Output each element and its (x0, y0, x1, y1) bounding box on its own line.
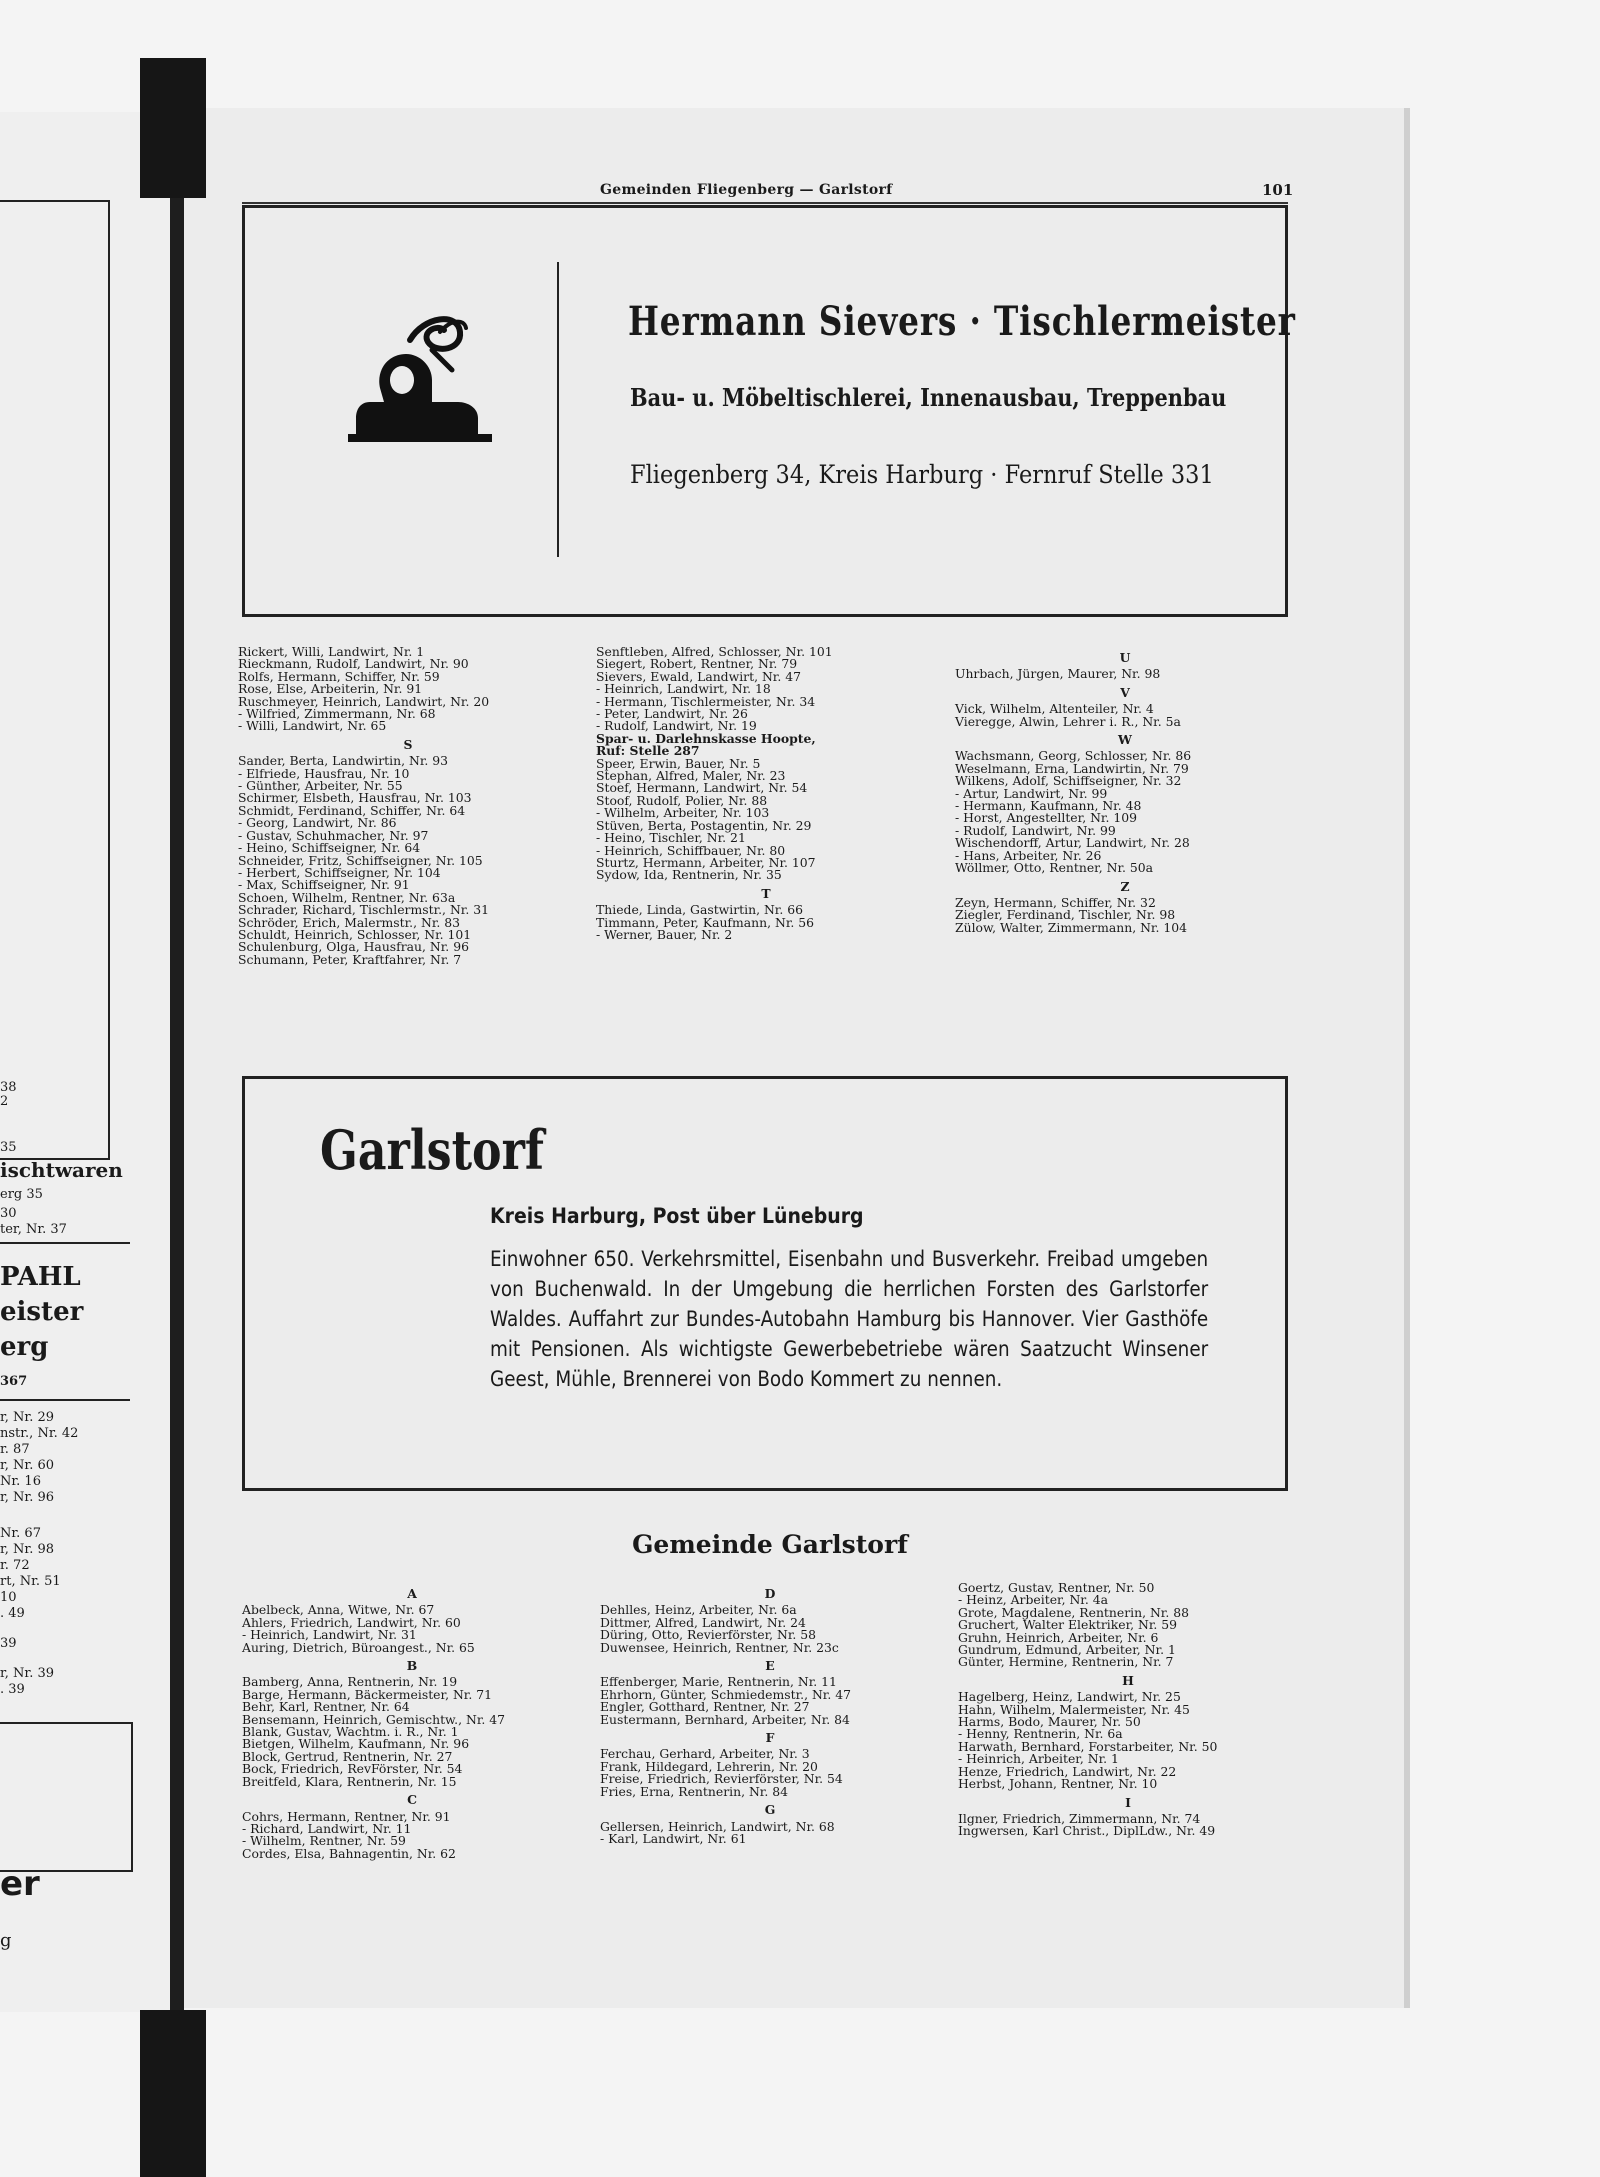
directory-entry: Wilkens, Adolf, Schiffseigner, Nr. 32 (955, 773, 1182, 789)
directory-entry: Auring, Dietrich, Büroangest., Nr. 65 (242, 1639, 475, 1655)
letter-heading: F (765, 1730, 775, 1746)
ad-divider (557, 262, 559, 557)
letter-heading: E (765, 1658, 775, 1674)
directory-column (955, 646, 1295, 934)
directory-entry: - Karl, Landwirt, Nr. 61 (600, 1830, 747, 1846)
fragment-text: erg 35 (0, 1187, 43, 1202)
directory-entry: - Heinrich, Landwirt, Nr. 18 (596, 681, 771, 697)
directory-entry: Rickert, Willi, Landwirt, Nr. 1 (238, 644, 425, 659)
directory-column (238, 646, 578, 966)
directory-entry: - Heinrich, Schiffbauer, Nr. 80 (596, 842, 786, 858)
header-rule (242, 202, 1288, 204)
directory-entry: - Hans, Arbeiter, Nr. 26 (955, 847, 1102, 863)
garlstorf-subtitle: Kreis Harburg, Post über Lüneburg (490, 1204, 864, 1228)
fragment-text: 367 (0, 1374, 28, 1389)
fragment-text: 30 (0, 1206, 17, 1221)
fragment-text: 10 (0, 1590, 17, 1605)
directory-entry: - Wilfried, Zimmermann, Nr. 68 (238, 706, 436, 722)
fragment-text: r. 72 (0, 1558, 30, 1573)
directory-entry: Rose, Else, Arbeiterin, Nr. 91 (238, 681, 423, 697)
letter-heading: T (761, 885, 771, 901)
section-heading (0, 1530, 1540, 1559)
fragment-text: nstr., Nr. 42 (0, 1426, 79, 1441)
directory-entry: Engler, Gotthard, Rentner, Nr. 27 (600, 1699, 810, 1715)
fragment-box (0, 200, 110, 1160)
facing-page-fragment (0, 112, 170, 2012)
directory-entry: - Heinrich, Landwirt, Nr. 31 (242, 1627, 417, 1643)
fragment-rule (0, 1242, 130, 1244)
directory-entry: - Heino, Schiffseigner, Nr. 64 (238, 840, 421, 856)
directory-entry: Spar- u. Darlehnskasse Hoopte, (596, 730, 816, 746)
woodworking-plane-icon (340, 310, 500, 450)
directory-entry: Schneider, Fritz, Schiffseigner, Nr. 105 (238, 852, 483, 868)
directory-entry: Zülow, Walter, Zimmermann, Nr. 104 (955, 919, 1188, 935)
ad-subtitle: Bau- u. Möbeltischlerei, Innenausbau, Treppenbau (630, 383, 1227, 412)
fragment-text: Nr. 67 (0, 1526, 41, 1541)
directory-entry: Harwath, Bernhard, Forstarbeiter, Nr. 50 (958, 1738, 1218, 1754)
directory-entry: Schrader, Richard, Tischlermstr., Nr. 31 (238, 902, 489, 918)
directory-entry: Stephan, Alfred, Maler, Nr. 23 (596, 768, 786, 784)
fragment-text: 38 (0, 1080, 17, 1095)
directory-entry: Ziegler, Ferdinand, Tischler, Nr. 98 (955, 907, 1176, 923)
directory-entry: Vieregge, Alwin, Lehrer i. R., Nr. 5a (955, 713, 1181, 729)
directory-entry: Duwensee, Heinrich, Rentner, Nr. 23c (600, 1639, 839, 1655)
directory-entry: Sievers, Ewald, Landwirt, Nr. 47 (596, 668, 802, 684)
directory-entry: Speer, Erwin, Bauer, Nr. 5 (596, 755, 761, 771)
directory-entry: Wachsmann, Georg, Schlosser, Nr. 86 (955, 748, 1192, 764)
directory-entry: - Rudolf, Landwirt, Nr. 19 (596, 718, 757, 734)
directory-entry: Siegert, Robert, Rentner, Nr. 79 (596, 656, 798, 672)
directory-entry: Schirmer, Elsbeth, Hausfrau, Nr. 103 (238, 790, 472, 806)
fragment-text: r. 87 (0, 1442, 30, 1457)
directory-entry: Gruchert, Walter Elektriker, Nr. 59 (958, 1617, 1178, 1633)
directory-entry: - Hermann, Kaufmann, Nr. 48 (955, 798, 1142, 814)
directory-entry: Senftleben, Alfred, Schlosser, Nr. 101 (596, 644, 833, 659)
directory-column (600, 1582, 940, 1845)
directory-entry: Wöllmer, Otto, Rentner, Nr. 50a (955, 860, 1154, 876)
directory-entry: Rolfs, Hermann, Schiffer, Nr. 59 (238, 668, 440, 684)
directory-entry: Schulenburg, Olga, Hausfrau, Nr. 96 (238, 939, 469, 955)
fragment-text: erg (0, 1332, 49, 1362)
fragment-text: 39 (0, 1636, 17, 1651)
directory-entry: Breitfeld, Klara, Rentnerin, Nr. 15 (242, 1773, 457, 1789)
directory-entry: Hahn, Wilhelm, Malermeister, Nr. 45 (958, 1701, 1190, 1717)
letter-heading: B (406, 1658, 418, 1674)
garlstorf-title: Garlstorf (320, 1118, 544, 1182)
fragment-text: . 49 (0, 1606, 25, 1621)
directory-entry: Ruf: Stelle 287 (596, 743, 700, 759)
directory-column (596, 646, 936, 941)
book-spine (170, 58, 184, 2177)
letter-heading: I (1125, 1794, 1131, 1810)
section-heading-text: Gemeinde Garlstorf (632, 1530, 908, 1559)
fragment-text: r, Nr. 60 (0, 1458, 55, 1473)
directory-column (242, 1582, 582, 1860)
directory-entry: Freise, Friedrich, Revierförster, Nr. 54 (600, 1771, 843, 1787)
directory-entry: Gellersen, Heinrich, Landwirt, Nr. 68 (600, 1818, 835, 1834)
directory-entry: Cohrs, Hermann, Rentner, Nr. 91 (242, 1808, 451, 1824)
directory-entry: Bensemann, Heinrich, Gemischtw., Nr. 47 (242, 1711, 506, 1727)
running-head: Gemeinden Fliegenberg — Garlstorf (600, 182, 893, 198)
directory-entry: - Henny, Rentnerin, Nr. 6a (958, 1726, 1123, 1742)
directory-entry: Bamberg, Anna, Rentnerin, Nr. 19 (242, 1674, 458, 1690)
directory-entry: - Günther, Arbeiter, Nr. 55 (238, 778, 403, 794)
fragment-rule (0, 1399, 130, 1401)
directory-entry: Goertz, Gustav, Rentner, Nr. 50 (958, 1580, 1155, 1595)
directory-entry: Dehlles, Heinz, Arbeiter, Nr. 6a (600, 1602, 797, 1618)
directory-entry: Henze, Friedrich, Landwirt, Nr. 22 (958, 1763, 1177, 1779)
directory-entry: Zeyn, Hermann, Schiffer, Nr. 32 (955, 894, 1156, 910)
directory-entry: Harms, Bodo, Maurer, Nr. 50 (958, 1714, 1141, 1730)
letter-heading: U (1119, 650, 1131, 665)
fragment-text: rt, Nr. 51 (0, 1574, 61, 1589)
directory-entry: Schuldt, Heinrich, Schlosser, Nr. 101 (238, 926, 472, 942)
ad-title: Hermann Sievers · Tischlermeister (628, 298, 1296, 345)
directory-entry: Eustermann, Bernhard, Arbeiter, Nr. 84 (600, 1711, 850, 1727)
directory-entry: Sander, Berta, Landwirtin, Nr. 93 (238, 753, 449, 769)
directory-entry: Bietgen, Wilhelm, Kaufmann, Nr. 96 (242, 1736, 470, 1752)
directory-entry: Stüven, Berta, Postagentin, Nr. 29 (596, 817, 812, 833)
fragment-text: er (0, 1864, 40, 1904)
directory-entry: Effenberger, Marie, Rentnerin, Nr. 11 (600, 1674, 837, 1690)
letter-heading: Z (1120, 878, 1130, 894)
fragment-text: r, Nr. 29 (0, 1410, 55, 1425)
binding-strip (140, 2010, 206, 2177)
letter-heading: C (407, 1792, 417, 1808)
directory-entry: Behr, Karl, Rentner, Nr. 64 (242, 1699, 410, 1715)
fragment-box (0, 1722, 133, 1872)
directory-entry: - Rudolf, Landwirt, Nr. 99 (955, 822, 1116, 838)
directory-entry: - Herbert, Schiffseigner, Nr. 104 (238, 864, 441, 880)
directory-entry: Cordes, Elsa, Bahnagentin, Nr. 62 (242, 1845, 456, 1861)
letter-heading: S (403, 736, 413, 752)
directory-entry: - Georg, Landwirt, Nr. 86 (238, 815, 397, 831)
fragment-text: r, Nr. 96 (0, 1490, 55, 1505)
directory-entry: Schröder, Erich, Malermstr., Nr. 83 (238, 914, 461, 930)
directory-entry: Gundrum, Edmund, Arbeiter, Nr. 1 (958, 1642, 1176, 1658)
directory-entry: - Artur, Landwirt, Nr. 99 (955, 785, 1108, 801)
fragment-text: r, Nr. 39 (0, 1666, 55, 1681)
fragment-text: 35 (0, 1140, 17, 1155)
directory-entry: Sturtz, Hermann, Arbeiter, Nr. 107 (596, 854, 816, 870)
binding-strip (140, 58, 206, 198)
directory-entry: Timmann, Peter, Kaufmann, Nr. 56 (596, 914, 815, 930)
ad-address: Fliegenberg 34, Kreis Harburg · Fernruf Stelle 331 (630, 460, 1214, 489)
directory-entry: - Heinrich, Arbeiter, Nr. 1 (958, 1751, 1119, 1767)
directory-entry: Rieckmann, Rudolf, Landwirt, Nr. 90 (238, 656, 469, 672)
fragment-text: ischtwaren (0, 1158, 123, 1182)
directory-entry: - Heino, Tischler, Nr. 21 (596, 830, 746, 846)
directory-entry: Herbst, Johann, Rentner, Nr. 10 (958, 1776, 1158, 1792)
directory-entry: Ahlers, Friedrich, Landwirt, Nr. 60 (242, 1614, 461, 1630)
directory-entry: Schoen, Wilhelm, Rentner, Nr. 63a (238, 889, 456, 905)
letter-heading: W (1118, 732, 1132, 748)
letter-heading: A (407, 1586, 417, 1601)
page-number: 101 (1262, 181, 1294, 199)
directory-entry: Blank, Gustav, Wachtm. i. R., Nr. 1 (242, 1724, 459, 1740)
directory-entry: - Hermann, Tischlermeister, Nr. 34 (596, 693, 816, 709)
letter-heading: V (1120, 684, 1130, 700)
directory-entry: - Horst, Angestellter, Nr. 109 (955, 810, 1137, 826)
fragment-text: Nr. 16 (0, 1474, 41, 1489)
directory-entry: Wischendorff, Artur, Landwirt, Nr. 28 (955, 835, 1190, 851)
directory-entry: Stoof, Rudolf, Polier, Nr. 88 (596, 792, 768, 808)
directory-entry: Ferchau, Gerhard, Arbeiter, Nr. 3 (600, 1746, 810, 1762)
directory-entry: Günter, Hermine, Rentnerin, Nr. 7 (958, 1654, 1174, 1670)
fragment-text: . 39 (0, 1682, 25, 1697)
directory-entry: Ehrhorn, Günter, Schmiedemstr., Nr. 47 (600, 1686, 852, 1702)
fragment-text: ter, Nr. 37 (0, 1222, 67, 1237)
directory-entry: Thiede, Linda, Gastwirtin, Nr. 66 (596, 902, 804, 918)
directory-entry: Hagelberg, Heinz, Landwirt, Nr. 25 (958, 1689, 1181, 1705)
directory-entry: Schmidt, Ferdinand, Schiffer, Nr. 64 (238, 802, 466, 818)
directory-entry: Grote, Magdalene, Rentnerin, Nr. 88 (958, 1604, 1190, 1620)
directory-entry: - Werner, Bauer, Nr. 2 (596, 926, 733, 942)
directory-entry: Frank, Hildegard, Lehrerin, Nr. 20 (600, 1758, 818, 1774)
directory-entry: - Wilhelm, Arbeiter, Nr. 103 (596, 805, 770, 821)
directory-entry: Ruschmeyer, Heinrich, Landwirt, Nr. 20 (238, 693, 490, 709)
fragment-text: PAHL (0, 1262, 81, 1292)
directory-entry: Fries, Erna, Rentnerin, Nr. 84 (600, 1783, 788, 1799)
fragment-text: g (0, 1930, 12, 1951)
letter-heading: D (764, 1586, 776, 1601)
directory-entry: Weselmann, Erna, Landwirtin, Nr. 79 (955, 760, 1189, 776)
directory-entry: Schumann, Peter, Kraftfahrer, Nr. 7 (238, 951, 462, 967)
directory-entry: Stoef, Hermann, Landwirt, Nr. 54 (596, 780, 808, 796)
directory-entry: Sydow, Ida, Rentnerin, Nr. 35 (596, 867, 782, 883)
page-edge (1404, 108, 1410, 2008)
directory-entry: - Willi, Landwirt, Nr. 65 (238, 718, 387, 734)
directory-entry: Vick, Wilhelm, Altenteiler, Nr. 4 (955, 701, 1154, 717)
directory-entry: - Wilhelm, Rentner, Nr. 59 (242, 1833, 406, 1849)
directory-entry: Abelbeck, Anna, Witwe, Nr. 67 (242, 1602, 435, 1618)
directory-entry: Düring, Otto, Revierförster, Nr. 58 (600, 1627, 817, 1643)
directory-entry: - Max, Schiffseigner, Nr. 91 (238, 877, 410, 893)
directory-entry: Uhrbach, Jürgen, Maurer, Nr. 98 (955, 666, 1161, 682)
fragment-text: eister (0, 1297, 84, 1327)
letter-heading: G (764, 1802, 776, 1818)
fragment-text: 2 (0, 1094, 9, 1109)
directory-entry: - Peter, Landwirt, Nr. 26 (596, 706, 748, 722)
directory-entry: Gruhn, Heinrich, Arbeiter, Nr. 6 (958, 1629, 1159, 1645)
garlstorf-description: Einwohner 650. Verkehrsmittel, Eisenbahn und Busverkehr. Freibad umgeben von Buchenwald. In der Umgebung die herrlichen Forsten des Garlstorfer Waldes. Auffahrt zur Bundes-Autobahn Hamburg bis Hannover. Vier Gasthöfe mit Pensionen. Als wichtigste Gewerbebetriebe wären Saatzucht Winsener Geest, Mühle, Brennerei von Bodo Kommert zu nennen. (490, 1247, 1209, 1392)
fragment-text: r, Nr. 98 (0, 1542, 55, 1557)
directory-entry: - Heinz, Arbeiter, Nr. 4a (958, 1592, 1109, 1608)
directory-entry: Block, Gertrud, Rentnerin, Nr. 27 (242, 1748, 453, 1764)
directory-entry: Ingwersen, Karl Christ., DiplLdw., Nr. 49 (958, 1823, 1216, 1839)
directory-entry: Bock, Friedrich, RevFörster, Nr. 54 (242, 1761, 463, 1777)
directory-entry: - Richard, Landwirt, Nr. 11 (242, 1820, 412, 1836)
directory-entry: Dittmer, Alfred, Landwirt, Nr. 24 (600, 1614, 806, 1630)
directory-entry: - Gustav, Schuhmacher, Nr. 97 (238, 827, 429, 843)
directory-entry: Ilgner, Friedrich, Zimmermann, Nr. 74 (958, 1810, 1201, 1826)
directory-column (958, 1582, 1298, 1838)
directory-entry: Barge, Hermann, Bäckermeister, Nr. 71 (242, 1686, 492, 1702)
directory-entry: - Elfriede, Hausfrau, Nr. 10 (238, 765, 410, 781)
letter-heading: H (1122, 1672, 1134, 1688)
